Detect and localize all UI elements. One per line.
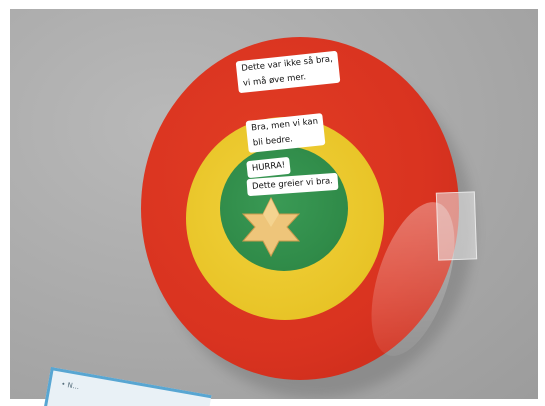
tape-strip (436, 191, 477, 260)
wall (10, 9, 538, 399)
center-label-line2: Dette greier vi bra. (251, 176, 334, 192)
middle-ring-label-line2: bli bedre. (252, 134, 294, 149)
outer-ring-label-line2: vi må øve mer. (242, 72, 307, 89)
paper-corner-text: • N... (60, 380, 80, 392)
middle-ring-label-line1: Bra, men vi kan (250, 116, 319, 134)
outer-ring-label-line1: Dette var ikke så bra, (240, 54, 334, 74)
center-label-line1: HURRA! (251, 160, 286, 174)
six-pointed-star-icon (236, 194, 306, 260)
